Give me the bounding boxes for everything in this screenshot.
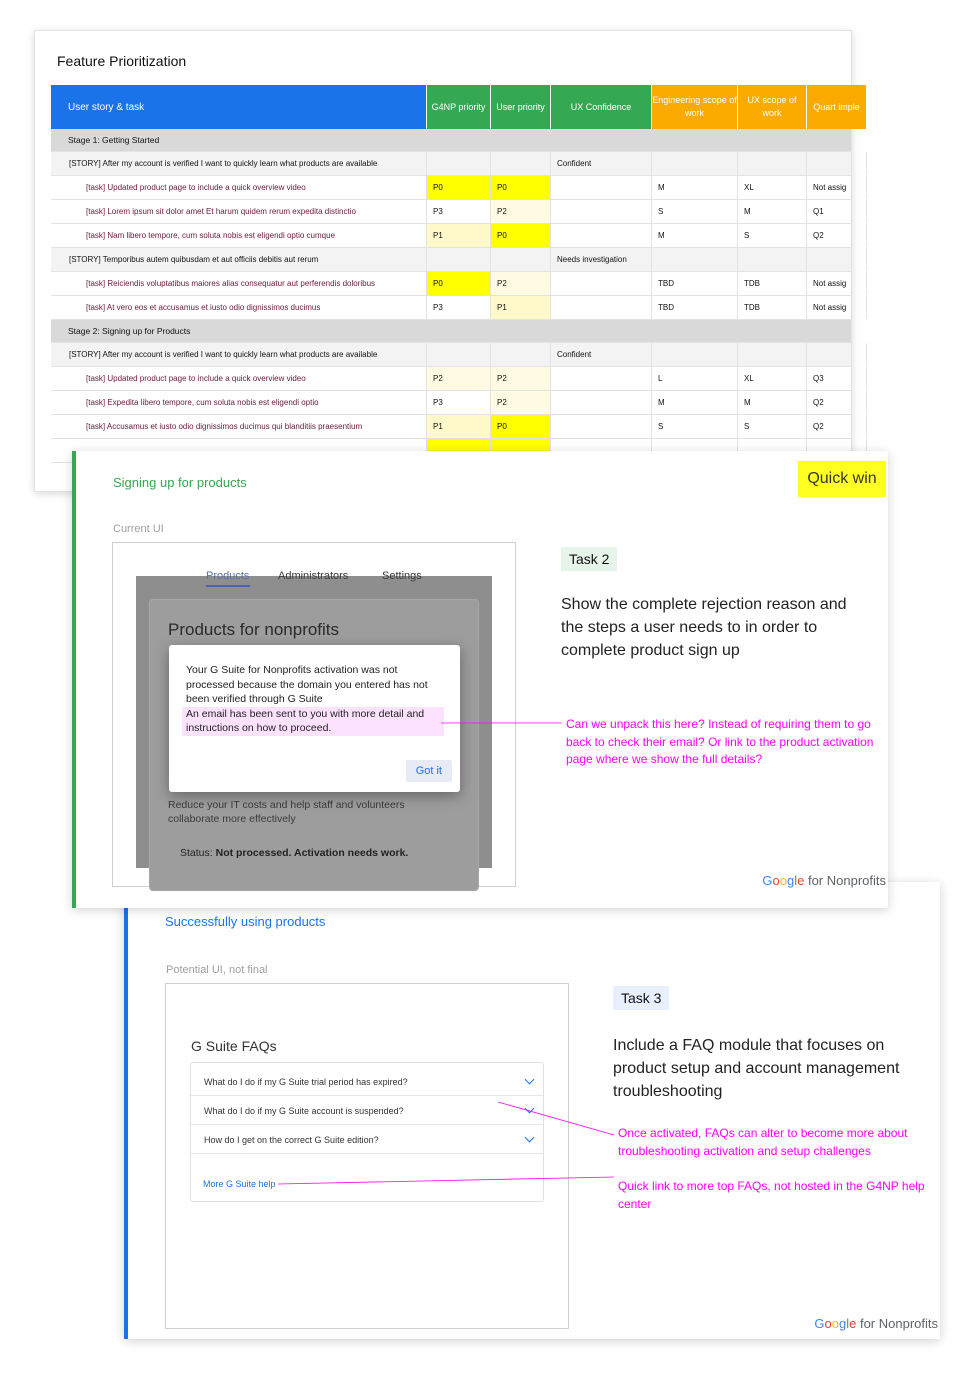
- task-3-label: Task 3: [613, 986, 669, 1010]
- table-cell[interactable]: [491, 343, 551, 366]
- table-cell[interactable]: [491, 152, 551, 175]
- table-cell[interactable]: Needs investigation: [551, 248, 652, 271]
- column-header[interactable]: G4NP priority: [427, 85, 491, 129]
- annotation-quick-link: Quick link to more top FAQs, not hosted in the G4NP help center: [618, 1179, 925, 1211]
- table-cell[interactable]: Confident: [551, 152, 652, 175]
- column-header[interactable]: UX scope of work: [738, 85, 807, 129]
- card-body: Reduce your IT costs and help staff and volunteers collaborate more effectively: [168, 799, 405, 825]
- table-cell[interactable]: [task] Updated product page to include a quick overview video: [51, 367, 427, 390]
- column-header[interactable]: User priority: [491, 85, 551, 129]
- task-row[interactable]: [51, 391, 851, 415]
- table-cell[interactable]: Q2: [807, 391, 867, 414]
- stage-row[interactable]: [51, 129, 851, 152]
- table-cell[interactable]: [738, 152, 807, 175]
- table-cell[interactable]: M: [652, 391, 738, 414]
- table-cell[interactable]: Q2: [807, 224, 867, 247]
- table-cell[interactable]: M: [738, 391, 807, 414]
- table-body: [51, 129, 851, 463]
- task-row[interactable]: [51, 272, 851, 296]
- table-cell[interactable]: S: [652, 415, 738, 438]
- dialog-highlight: An email has been sent to you with more detail and instructions on how to proceed.: [182, 707, 444, 736]
- current-ui-frame: [112, 542, 516, 887]
- table-cell[interactable]: [STORY] After my account is verified I want to quickly learn what products are available: [51, 152, 427, 175]
- table-cell[interactable]: P2: [491, 391, 551, 414]
- story-row[interactable]: [51, 248, 851, 272]
- status-line: Status: Not processed. Activation needs work.: [180, 847, 409, 859]
- table-cell[interactable]: Stage 2: Signing up for Products: [68, 326, 191, 336]
- column-header[interactable]: Quart imple: [807, 85, 867, 129]
- table-cell[interactable]: P0: [491, 415, 551, 438]
- feature-prioritization-sheet: [34, 30, 860, 492]
- activation-dialog: [169, 645, 460, 792]
- faq-question: What do I do if my G Suite trial period has expired?: [204, 1077, 408, 1087]
- table-cell[interactable]: Q1: [807, 200, 867, 223]
- table-cell[interactable]: [491, 248, 551, 271]
- table-cell[interactable]: P0: [491, 176, 551, 199]
- faq-item[interactable]: [191, 1067, 543, 1096]
- table-cell[interactable]: XL: [738, 176, 807, 199]
- google-for-nonprofits-logo: Google for Nonprofits: [762, 873, 886, 888]
- table-cell[interactable]: P1: [427, 224, 491, 247]
- table-cell[interactable]: [738, 343, 807, 366]
- table-cell[interactable]: [task] Reiciendis voluptatibus maiores alias consequatur aut perferendis doloribus: [51, 272, 427, 295]
- table-cell[interactable]: P3: [427, 296, 491, 319]
- task-2-label: Task 2: [561, 547, 617, 571]
- table-cell[interactable]: [task] Lorem ipsum sit dolor amet Et harum quidem rerum expedita distinctio: [51, 200, 427, 223]
- table-cell[interactable]: [551, 367, 652, 390]
- chevron-down-icon[interactable]: [525, 1104, 535, 1114]
- task-2-description: Show the complete rejection reason and the steps a user needs to in order to complete product sign up: [561, 596, 847, 659]
- table-cell[interactable]: [task] Updated product page to include a quick overview video: [51, 176, 427, 199]
- task-row[interactable]: [51, 415, 851, 439]
- task-row[interactable]: [51, 296, 851, 320]
- task-row[interactable]: [51, 367, 851, 391]
- table-cell[interactable]: P3: [427, 391, 491, 414]
- faq-module: [190, 1062, 544, 1202]
- table-cell[interactable]: [551, 415, 652, 438]
- table-cell[interactable]: P2: [491, 367, 551, 390]
- table-cell[interactable]: [task] Accusamus et iusto odio dignissimos ducimus qui blanditiis praesentium: [51, 415, 427, 438]
- stage-row[interactable]: [51, 320, 851, 343]
- table-cell[interactable]: Not assig: [807, 176, 867, 199]
- table-cell[interactable]: [551, 296, 652, 319]
- table-cell[interactable]: TBD: [652, 272, 738, 295]
- task-3-description: Include a FAQ module that focuses on product setup and account management troubleshooting: [613, 1037, 900, 1100]
- table-cell[interactable]: TDB: [738, 272, 807, 295]
- story-row[interactable]: [51, 152, 851, 176]
- table-cell[interactable]: P1: [491, 296, 551, 319]
- column-header[interactable]: Engineering scope of work: [652, 85, 738, 129]
- table-cell[interactable]: [427, 343, 491, 366]
- ui-caption: Current UI: [113, 523, 164, 535]
- google-for-nonprofits-logo: Google for Nonprofits: [814, 1316, 938, 1331]
- quick-win-badge: Quick win: [798, 461, 886, 497]
- table-cell[interactable]: [task] Expedita libero tempore, cum soluta nobis est eligendi optio: [51, 391, 427, 414]
- table-cell[interactable]: P1: [427, 415, 491, 438]
- table-cell[interactable]: M: [652, 224, 738, 247]
- got-it-button[interactable]: Got it: [406, 760, 452, 782]
- table-cell[interactable]: XL: [738, 367, 807, 390]
- table-cell[interactable]: [551, 200, 652, 223]
- table-cell[interactable]: [551, 176, 652, 199]
- table-cell[interactable]: TBD: [652, 296, 738, 319]
- slide-title: Successfully using products: [165, 914, 326, 929]
- faq-item[interactable]: [191, 1125, 543, 1154]
- table-cell[interactable]: M: [652, 176, 738, 199]
- table-cell[interactable]: [807, 248, 867, 271]
- more-g-suite-help-link[interactable]: More G Suite help: [203, 1179, 276, 1189]
- table-cell[interactable]: [738, 248, 807, 271]
- table-cell[interactable]: Q3: [807, 367, 867, 390]
- potential-ui-frame: [165, 983, 569, 1329]
- table-cell[interactable]: Not assig: [807, 296, 867, 319]
- task-row[interactable]: [51, 224, 851, 248]
- table-cell[interactable]: P2: [491, 200, 551, 223]
- table-cell[interactable]: TDB: [738, 296, 807, 319]
- table-cell[interactable]: P0: [427, 272, 491, 295]
- table-cell[interactable]: [807, 152, 867, 175]
- slide-signing-up-for-products: [72, 451, 888, 908]
- table-cell[interactable]: S: [738, 415, 807, 438]
- table-cell[interactable]: L: [652, 367, 738, 390]
- table-cell[interactable]: P2: [427, 367, 491, 390]
- table-cell[interactable]: P0: [427, 176, 491, 199]
- tab-administrators: Administrators: [278, 570, 349, 582]
- table-cell[interactable]: [task] Nam libero tempore, cum soluta nobis est eligendi optio cumque: [51, 224, 427, 247]
- faq-question: How do I get on the correct G Suite edition?: [204, 1135, 379, 1145]
- annotation-faq-alter: Once activated, FAQs can alter to become more about troubleshooting activation and setup challenges: [618, 1126, 908, 1158]
- slide-title: Signing up for products: [113, 475, 247, 490]
- ui-caption: Potential UI, not final: [166, 964, 268, 976]
- table-cell[interactable]: P3: [427, 200, 491, 223]
- dialog-message: Your G Suite for Nonprofits activation was not processed because the domain you entered has not been verified through G Suite An email has been sent to you with more detail and instructions on how to proceed.: [186, 663, 442, 736]
- annotation-unpack: Can we unpack this here? Instead of requiring them to go back to check their email? Or link to the product activation page where we show the full details?: [566, 717, 874, 766]
- table-cell[interactable]: S: [738, 224, 807, 247]
- chevron-down-icon[interactable]: [525, 1133, 535, 1143]
- table-cell[interactable]: [task] At vero eos et accusamus et iusto odio dignissimos ducimus: [51, 296, 427, 319]
- table-cell[interactable]: [807, 343, 867, 366]
- chevron-down-icon[interactable]: [525, 1075, 535, 1085]
- table-cell[interactable]: Confident: [551, 343, 652, 366]
- table-cell[interactable]: S: [652, 200, 738, 223]
- table-cell[interactable]: [STORY] After my account is verified I want to quickly learn what products are available: [51, 343, 427, 366]
- table-cell[interactable]: [652, 343, 738, 366]
- card-title: Products for nonprofits: [168, 620, 340, 639]
- table-cell[interactable]: [652, 248, 738, 271]
- task-row[interactable]: [51, 200, 851, 224]
- column-header[interactable]: User story & task: [51, 85, 427, 129]
- table-cell[interactable]: [551, 272, 652, 295]
- table-cell[interactable]: [STORY] Temporibus autem quibusdam et aut officiis debitis aut rerum: [51, 248, 427, 271]
- faq-item[interactable]: [191, 1096, 543, 1125]
- story-row[interactable]: [51, 343, 851, 367]
- table-cell[interactable]: Stage 1: Getting Started: [68, 135, 160, 145]
- table-cell[interactable]: [427, 152, 491, 175]
- sheet-title: Feature Prioritization: [57, 53, 187, 69]
- tab-indicator: [206, 585, 250, 587]
- table-cell[interactable]: P0: [491, 224, 551, 247]
- table-cell[interactable]: [551, 224, 652, 247]
- task-row[interactable]: [51, 176, 851, 200]
- slide-successfully-using-products: [124, 882, 940, 1339]
- tab-settings: Settings: [382, 570, 422, 582]
- table-cell[interactable]: [652, 152, 738, 175]
- column-header[interactable]: UX Confidence: [551, 85, 652, 129]
- tab-products: Products: [206, 570, 250, 582]
- faq-title: G Suite FAQs: [191, 1038, 277, 1054]
- table-cell[interactable]: Not assig: [807, 272, 867, 295]
- table-cell[interactable]: [427, 248, 491, 271]
- table-cell[interactable]: [551, 391, 652, 414]
- faq-question: What do I do if my G Suite account is suspended?: [204, 1106, 404, 1116]
- table-cell[interactable]: M: [738, 200, 807, 223]
- table-cell[interactable]: Q2: [807, 415, 867, 438]
- table-cell[interactable]: P2: [491, 272, 551, 295]
